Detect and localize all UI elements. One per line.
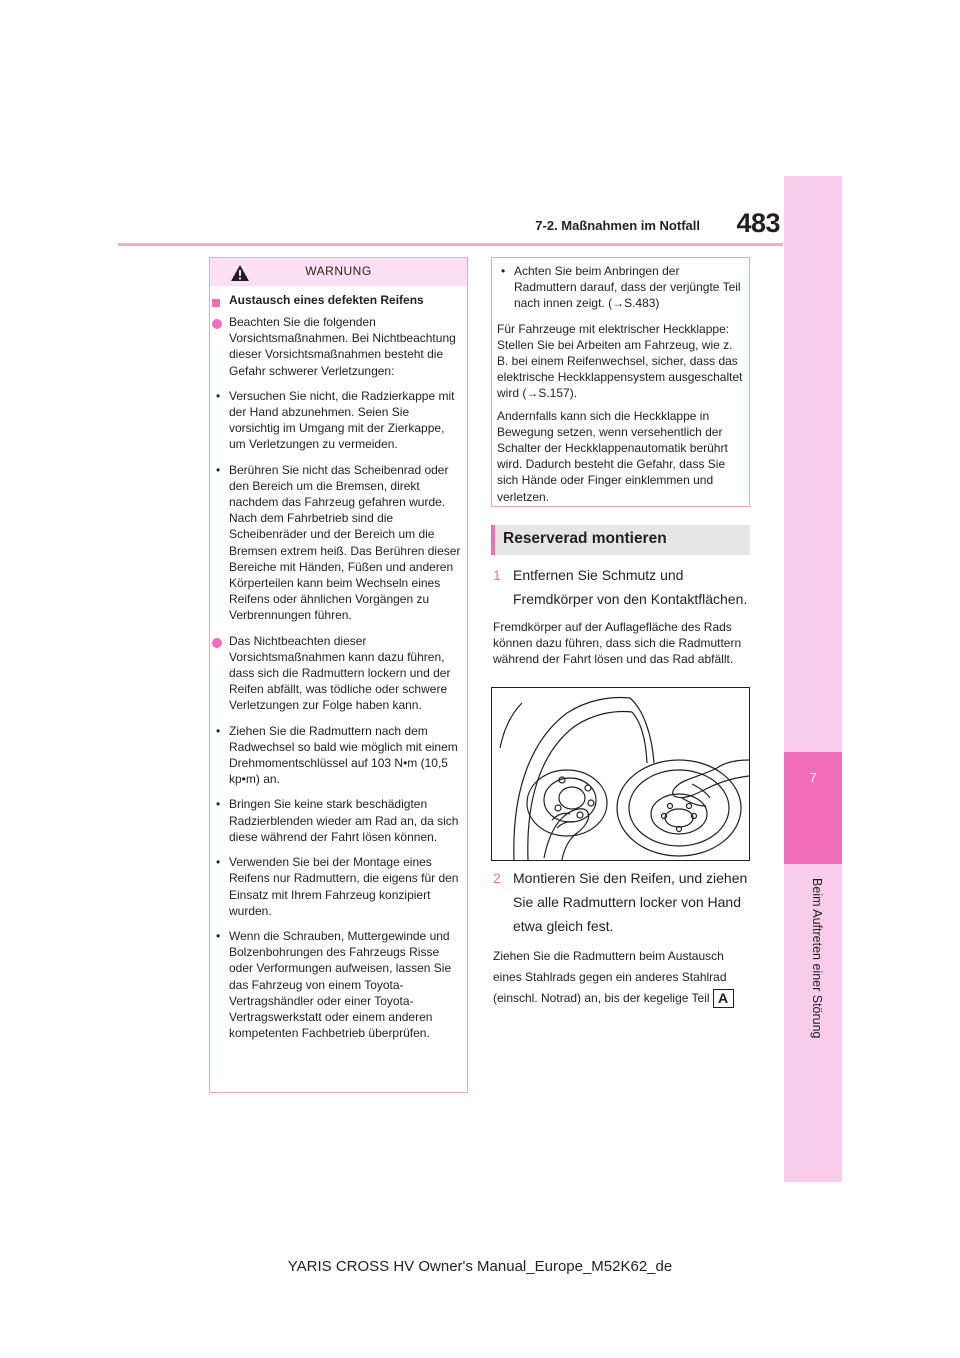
warning-point-2 [212,633,462,714]
warning-title: WARNUNG [305,264,372,278]
step-2-number: 2 [493,870,501,886]
warning-bullet: • Versuchen Sie nicht, die Radzierkappe mit der Hand abzunehmen. Seien Sie vorsichtig im Umgang mit der Zierkappe, um Verletzungen zu vermeiden. [212,388,462,453]
warning-point-1-text: Beachten Sie die folgenden Vorsichtsmaßnahmen. Bei Nichtbeachtung dieser Vorsichtsmaßnahmen besteht die Gefahr schwerer Verletzungen: [229,315,456,378]
warning-bullet-text: Wenn die Schrauben, Muttergewinde und Bolzenbohrungen des Fahrzeugs Risse oder Verformungen aufweisen, lassen Sie das Fahrzeug von einem Toyota-Vertragshändler oder einer Toyota-Vertragswerkstatt oder einem anderen kompetenten Fachbetrieb überprüfen. [229,928,452,1041]
warning-bullet-text: Ziehen Sie die Radmuttern nach dem Radwechsel so bald wie möglich mit einem Drehmomentschlüssel auf 103 N•m (10,5 kp•m) an. [229,723,458,787]
warning-bullet-text: Berühren Sie nicht das Scheibenrad oder den Bereich um die Bremsen, direkt nachdem das Fahrzeug gefahren wurde. Nach dem Fahrbetrieb sind die Scheibenräder und der Bereich um die Bremsen extrem heiß. Das Berühren dieser Bereiche mit Händen, Füßen und anderen Körperteilen kann beim Wechseln eines Reifens oder ähnlichen Vorgängen zu Verbrennungen führen. [229,462,461,623]
callout-a-label: A [713,989,734,1008]
circle-bullet-icon [212,317,222,333]
step-2-note [493,946,748,1009]
chapter-title [800,878,824,1138]
chapter-number: 7 [809,770,817,785]
page-number: 483 [736,208,780,238]
warning-bullet: • Ziehen Sie die Radmuttern nach dem Radwechsel so bald wie möglich mit einem Drehmomentschlüssel auf 103 N•m (10,5 kp•m) an. [212,723,462,788]
warning-heading-row [212,292,462,310]
warning-heading: Austausch eines defekten Reifens [229,293,424,307]
warning-bullet-text: Verwenden Sie bei der Montage eines Reifens nur Radmuttern, die eigens für den Einsatz mit Ihrem Fahrzeug konzipiert wurden. [229,855,459,918]
warning-bullet: • Bringen Sie keine stark beschädigten Radzierblenden wieder am Rad an, da sich diese während der Fahrt lösen können. [212,796,462,845]
step-2 [493,866,748,1009]
note-bullet: • Achten Sie beim Anbringen der Radmuttern darauf, dass der verjüngte Teil nach innen zeigt. (→S.483) [497,263,745,312]
section-header-accent [491,525,495,555]
section-header-title: Reserverad montieren [503,530,667,547]
warning-content [212,292,462,1041]
step-1-number: 1 [493,567,501,583]
footer: YARIS CROSS HV Owner's Manual_Europe_M52K62_de [287,1258,673,1275]
note-paragraph-1: Für Fahrzeuge mit elektrischer Heckklappe: Stellen Sie bei Arbeiten am Fahrzeug, wie z. B. bei einem Reifenwechsel, sicher, dass das elektrische Heckklappensystem ausgeschaltet wird (→S.157). [497,321,743,401]
warning-bullet-text: Versuchen Sie nicht, die Radzierkappe mit der Hand abzunehmen. Seien Sie vorsichtig im Umgang mit der Zierkappe, um Verletzungen zu vermeiden. [229,388,455,452]
warning-triangle-icon [230,264,250,282]
chapter-title-text: Beim Auftreten einer Störung [810,878,824,1039]
warning-bullet: • Verwenden Sie bei der Montage eines Reifens nur Radmuttern, die eigens für den Einsatz mit Ihrem Fahrzeug konzipiert wurden. [212,854,462,919]
circle-bullet-icon [212,636,222,652]
step-1-text: Entfernen Sie Schmutz und Fremdkörper von den Kontaktflächen. [513,567,748,607]
step-2-text: Montieren Sie den Reifen, und ziehen Sie alle Radmuttern locker von Hand etwa gleich fest. [513,870,748,934]
warning-bullet-text: Bringen Sie keine stark beschädigten Radzierblenden wieder am Rad an, da sich diese während der Fahrt lösen können. [229,797,459,844]
step-1-note: Fremdkörper auf der Auflagefläche des Rads können dazu führen, dass sich die Radmuttern während der Fahrt lösen und das Rad abfällt. [493,620,742,667]
section-title: 7-2. Maßnahmen im Notfall [535,218,700,233]
note-content [497,263,745,505]
note-paragraph-2: Andernfalls kann sich die Heckklappe in Bewegung setzen, wenn versehentlich der Schalter der Heckklappenautomatik berührt wird. Dadurch besteht die Gefahr, dass Sie sich Hände oder Finger einklemmen und verletzen. [497,408,728,504]
warning-point-1 [212,314,462,379]
wheel-cleaning-illustration [491,687,750,861]
warning-bullet: • Wenn die Schrauben, Muttergewinde und Bolzenbohrungen des Fahrzeugs Risse oder Verformungen aufweisen, lassen Sie das Fahrzeug von einem Toyota-Vertragshändler oder einer Toyota-Vertragswerkstatt oder einem anderen kompetenten Fachbetrieb überprüfen. [212,928,462,1041]
warning-point-2-text: Das Nichtbeachten dieser Vorsichtsmaßnahmen kann dazu führen, dass sich die Radmuttern lockern und der Reifen abfällt, was tödliche oder schwere Verletzungen zur Folge haben kann. [229,633,451,713]
chapter-tab [784,752,842,864]
warning-bullet: • Berühren Sie nicht das Scheibenrad oder den Bereich um die Bremsen, direkt nachdem das Fahrzeug gefahren wurde. Nach dem Fahrbetrieb sind die Scheibenräder und der Bereich um die Bremsen extrem heiß. Das Berühren dieser Bereiche mit Händen, Füßen und anderen Körperteilen kann beim Wechseln eines Reifens oder ähnlichen Vorgängen zu Verbrennungen führen. [212,462,462,624]
wheel-illustration-drawing [492,688,749,860]
note-bullet-text: Achten Sie beim Anbringen der Radmuttern darauf, dass der verjüngte Teil nach innen zeigt. (→S.483) [514,264,741,311]
step-1 [493,563,748,668]
step-2-note-text: Ziehen Sie die Radmuttern beim Austausch eines Stahlrads gegen ein anderes Stahlrad (einschl. Notrad) an, bis der kegelige Teil [493,949,727,1005]
header-rule [118,243,783,246]
